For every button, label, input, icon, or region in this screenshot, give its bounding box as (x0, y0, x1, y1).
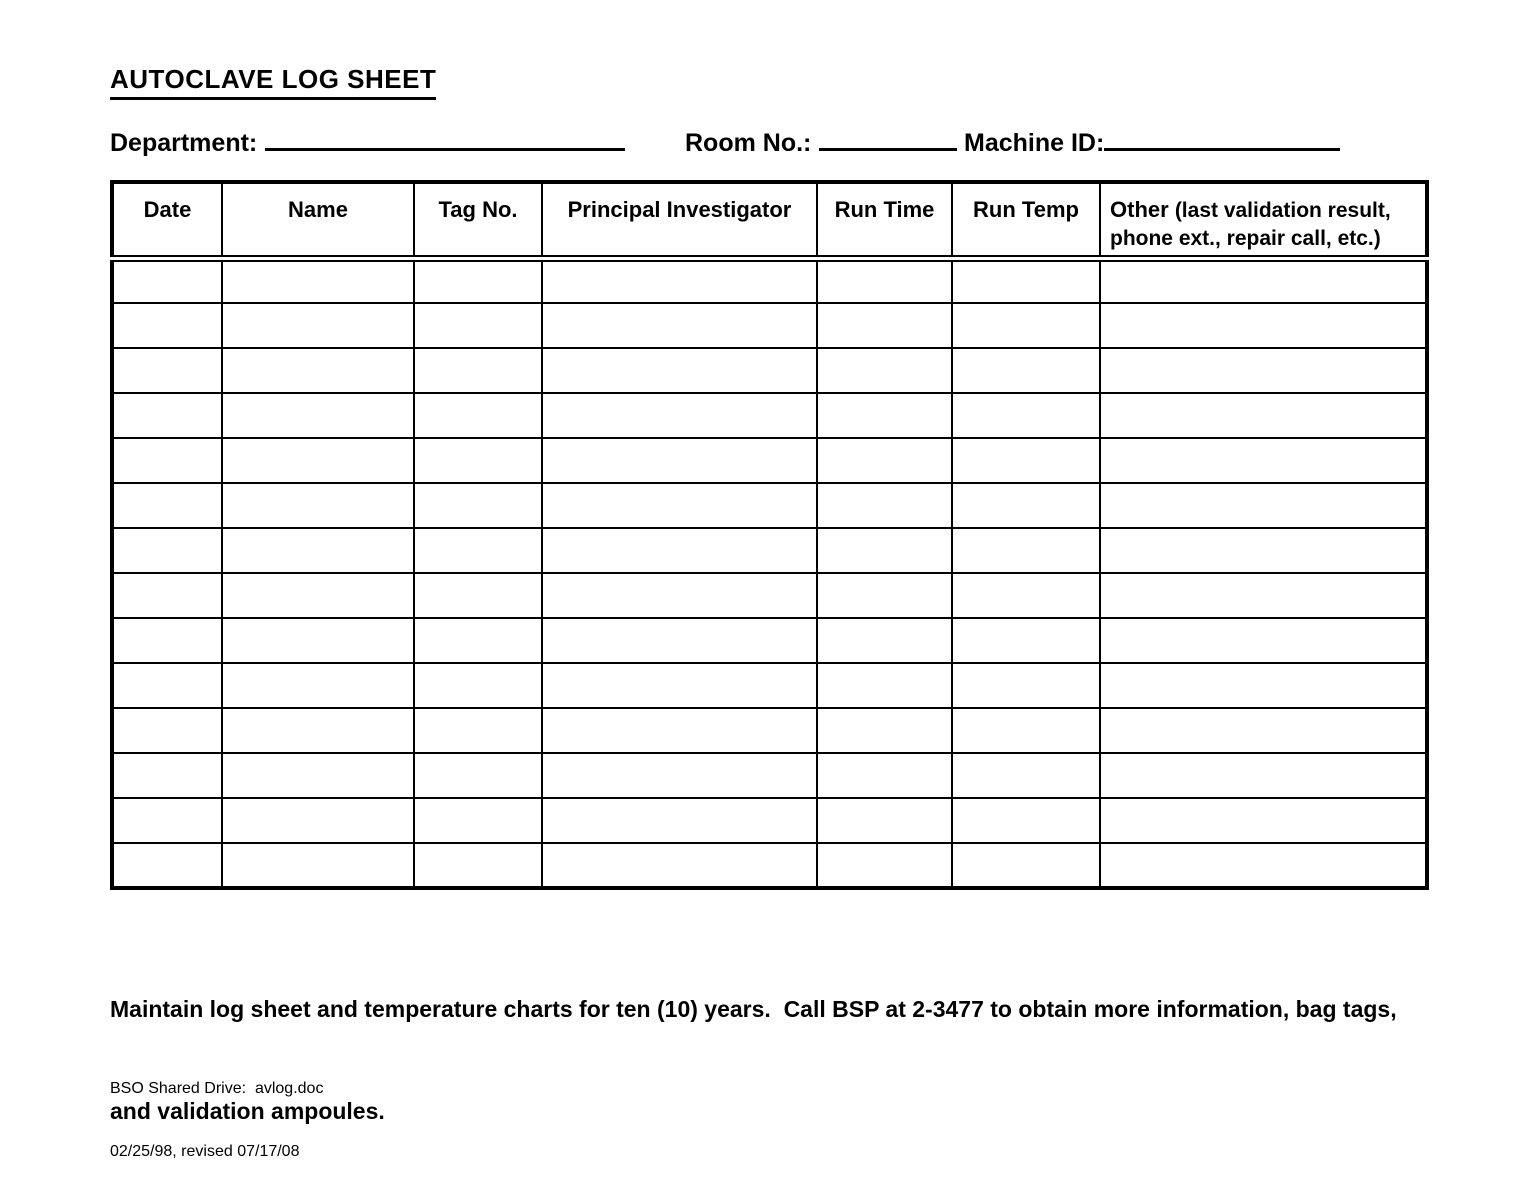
log-table-cell (952, 798, 1100, 843)
log-table-cell (112, 438, 222, 483)
log-table-cell (952, 843, 1100, 888)
log-table-cell (1100, 258, 1427, 303)
log-table-cell (222, 618, 414, 663)
room-no-field (685, 124, 957, 158)
room-no-blank-line (819, 124, 957, 151)
department-field (110, 124, 625, 158)
log-table-cell (1100, 663, 1427, 708)
log-table-cell (414, 438, 542, 483)
column-header-run-temp (952, 182, 1100, 258)
log-table-cell (542, 258, 817, 303)
log-table-cell (112, 573, 222, 618)
log-table-row (112, 393, 1427, 438)
machine-id-blank-line (1104, 124, 1340, 151)
log-table-cell (817, 303, 952, 348)
column-header-name-label: Name (288, 197, 348, 222)
column-header-run-time-label: Run Time (834, 197, 935, 222)
log-table-cell (222, 528, 414, 573)
log-table-cell (1100, 303, 1427, 348)
log-table-body (112, 258, 1427, 888)
log-table-cell (414, 258, 542, 303)
log-table-cell (952, 663, 1100, 708)
log-table-cell (952, 573, 1100, 618)
log-table-cell (952, 708, 1100, 753)
machine-id-field (964, 124, 1340, 158)
log-table-cell (952, 483, 1100, 528)
log-table-cell (1100, 393, 1427, 438)
log-table-cell (222, 753, 414, 798)
log-table-cell (112, 753, 222, 798)
page-title: AUTOCLAVE LOG SHEET (110, 64, 436, 100)
log-table-cell (222, 708, 414, 753)
retention-note-line-1: Maintain log sheet and temperature charts for ten (10) years. Call BSP at 2-3477 to obtain more information, bag tags, (110, 996, 1397, 1022)
log-table-cell (222, 573, 414, 618)
log-table-cell (222, 303, 414, 348)
log-table-cell (414, 753, 542, 798)
log-table-cell (817, 573, 952, 618)
log-table-cell (817, 348, 952, 393)
log-table (110, 180, 1429, 890)
log-table-row (112, 663, 1427, 708)
log-table-cell (112, 708, 222, 753)
log-table-row (112, 573, 1427, 618)
log-table-row (112, 258, 1427, 303)
log-table-cell (817, 663, 952, 708)
log-table-row (112, 843, 1427, 888)
file-reference (110, 1036, 323, 1187)
log-table-cell (1100, 483, 1427, 528)
log-table-cell (112, 843, 222, 888)
log-table-cell (222, 843, 414, 888)
log-table-cell (817, 708, 952, 753)
log-table-cell (952, 348, 1100, 393)
log-table-cell (112, 348, 222, 393)
column-header-run-time (817, 182, 952, 258)
file-reference-line-1: BSO Shared Drive: avlog.doc (110, 1080, 324, 1097)
log-table-cell (542, 303, 817, 348)
column-header-principal-investigator (542, 182, 817, 258)
log-table-cell (1100, 708, 1427, 753)
log-table-cell (222, 258, 414, 303)
log-table-cell (222, 483, 414, 528)
log-table-cell (1100, 618, 1427, 663)
log-table-cell (952, 303, 1100, 348)
log-table-header (112, 182, 1427, 258)
log-table-row (112, 348, 1427, 393)
log-table-cell (112, 618, 222, 663)
column-header-other-detail: (last validation result, phone ext., repair call, etc.) (1110, 199, 1391, 250)
log-table-row (112, 708, 1427, 753)
log-table-cell (542, 663, 817, 708)
log-table-cell (222, 393, 414, 438)
log-table-cell (1100, 573, 1427, 618)
log-table-cell (414, 348, 542, 393)
log-table-cell (542, 348, 817, 393)
log-table-cell (414, 618, 542, 663)
log-table-cell (817, 438, 952, 483)
log-table-cell (1100, 528, 1427, 573)
log-table-cell (952, 618, 1100, 663)
machine-id-label: Machine ID: (964, 129, 1105, 157)
log-table-cell (112, 528, 222, 573)
log-table-cell (542, 573, 817, 618)
log-table-cell (542, 753, 817, 798)
log-table-cell (1100, 753, 1427, 798)
log-table-cell (542, 708, 817, 753)
log-table-row (112, 438, 1427, 483)
file-reference-line-2: 02/25/98, revised 07/17/08 (110, 1143, 300, 1160)
log-table-cell (542, 798, 817, 843)
column-header-name (222, 182, 414, 258)
column-header-other-label: Other (1110, 197, 1169, 222)
log-table-cell (542, 438, 817, 483)
log-table-cell (817, 753, 952, 798)
log-table-cell (414, 303, 542, 348)
log-table-cell (817, 528, 952, 573)
log-table-cell (542, 618, 817, 663)
log-table-cell (414, 843, 542, 888)
log-table-cell (414, 573, 542, 618)
retention-note-line-2: and validation ampoules. (110, 1098, 385, 1124)
log-table-cell (222, 438, 414, 483)
log-table-cell (542, 843, 817, 888)
log-table-cell (1100, 348, 1427, 393)
column-header-tag-no (414, 182, 542, 258)
log-table-cell (1100, 843, 1427, 888)
log-table-cell (952, 258, 1100, 303)
column-header-principal-investigator-label: Principal Investigator (567, 197, 792, 222)
log-table-row (112, 528, 1427, 573)
log-table-header-row (112, 182, 1427, 258)
log-table-cell (112, 798, 222, 843)
column-header-date (112, 182, 222, 258)
log-table-cell (112, 258, 222, 303)
log-table-cell (414, 483, 542, 528)
log-table-cell (542, 528, 817, 573)
log-table-cell (817, 843, 952, 888)
log-table-cell (112, 393, 222, 438)
log-table-cell (1100, 798, 1427, 843)
log-table-cell (112, 663, 222, 708)
log-table-cell (222, 798, 414, 843)
log-table-row (112, 618, 1427, 663)
log-table-cell (817, 483, 952, 528)
log-table-cell (817, 393, 952, 438)
log-table-cell (222, 348, 414, 393)
log-table-cell (952, 753, 1100, 798)
log-table-row (112, 303, 1427, 348)
log-table-cell (817, 798, 952, 843)
log-table-cell (414, 663, 542, 708)
log-table-row (112, 753, 1427, 798)
log-table-cell (817, 618, 952, 663)
column-header-tag-no-label: Tag No. (438, 197, 518, 222)
log-table-cell (952, 393, 1100, 438)
log-table-cell (1100, 438, 1427, 483)
department-blank-line (265, 124, 625, 151)
log-table-cell (952, 438, 1100, 483)
column-header-other (1100, 182, 1427, 258)
log-table-cell (952, 528, 1100, 573)
column-header-run-temp-label: Run Temp (973, 197, 1079, 222)
log-table-row (112, 483, 1427, 528)
log-table-cell (414, 798, 542, 843)
department-label: Department: (110, 129, 258, 157)
log-table-cell (112, 483, 222, 528)
log-table-cell (817, 258, 952, 303)
log-table-cell (414, 708, 542, 753)
log-table-cell (542, 393, 817, 438)
log-table-cell (414, 393, 542, 438)
log-table-cell (414, 528, 542, 573)
log-table-cell (542, 483, 817, 528)
room-no-label: Room No.: (685, 129, 812, 157)
log-table-cell (222, 663, 414, 708)
log-table-cell (112, 303, 222, 348)
log-table-row (112, 798, 1427, 843)
column-header-date-label: Date (143, 197, 192, 222)
